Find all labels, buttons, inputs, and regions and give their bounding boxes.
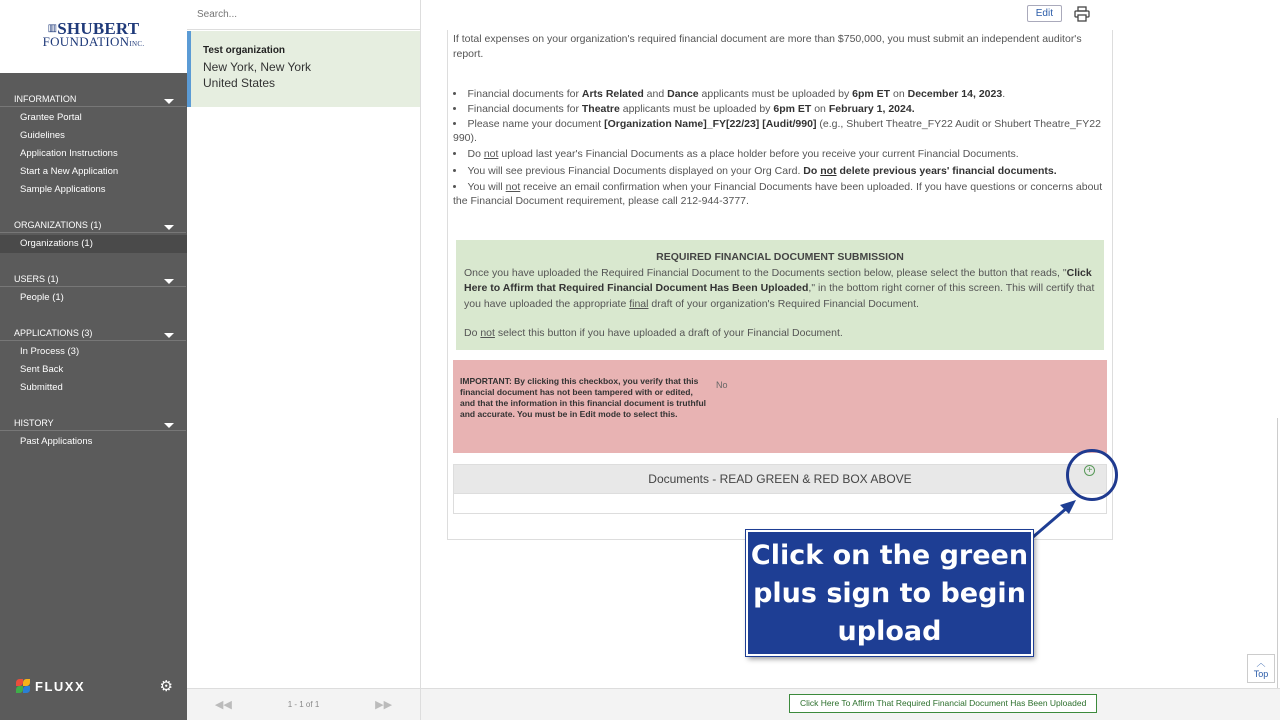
next-page-icon[interactable]: ▶▶ xyxy=(375,699,393,711)
list-item: • You will see previous Financial Documents displayed on your Org Card. Do not delete previous years' financial documents. xyxy=(453,165,1107,179)
chevron-down-icon[interactable] xyxy=(164,225,174,230)
sidebar-item[interactable]: In Process (3) xyxy=(20,346,80,357)
nav-section-title: ORGANIZATIONS (1) xyxy=(14,219,102,230)
affirmation-checkbox-field xyxy=(453,360,1107,453)
chevron-down-icon[interactable] xyxy=(164,333,174,338)
notice-heading: REQUIRED FINANCIAL DOCUMENT SUBMISSION xyxy=(656,251,904,263)
nav-section-header[interactable] xyxy=(0,217,186,233)
instructions xyxy=(448,30,1112,208)
fluxx-label: FLUXX xyxy=(35,678,86,694)
logo-inc: INC. xyxy=(129,40,145,48)
top-label: Top xyxy=(1253,669,1269,679)
chevron-up-icon: ︿ xyxy=(1256,658,1266,668)
affirm-upload-button[interactable]: Click Here To Affirm That Required Financial Document Has Been Uploaded xyxy=(789,694,1097,713)
list-item: • Please name your document [Organization Name]_FY[22/23] [Audit/990] (e.g., Shubert Theatre_FY22 Audit or Shubert Theatre_FY22 990). xyxy=(453,118,1107,145)
list-item: • Do not upload last year's Financial Documents as a place holder before you receive your current Financial Documents. xyxy=(453,148,1107,162)
sidebar-item[interactable]: Grantee Portal xyxy=(20,112,82,123)
list-item: • You will not receive an email confirmation when your Financial Documents have been uploaded. If you have questions or concerns about the Financial Document requirement, please call 212-944-3777. xyxy=(453,181,1107,208)
list-item: • Financial documents for Theatre applicants must be uploaded by 6pm ET on February 1, 2024. xyxy=(453,103,1107,117)
notice-paragraph: Do not select this button if you have uploaded a draft of your Financial Document. xyxy=(464,327,843,339)
sidebar-nav xyxy=(0,91,187,451)
scrollbar[interactable] xyxy=(1277,418,1278,688)
affirmation-value: No xyxy=(716,380,728,390)
nav-section-title: HISTORY xyxy=(14,417,54,428)
intro-text: If total expenses on your organization's required financial document are more than $750,000, you must submit an independent auditor's report. xyxy=(453,33,1082,60)
documents-header xyxy=(453,464,1107,494)
print-icon[interactable] xyxy=(1074,6,1090,22)
plus-icon[interactable]: + xyxy=(1084,465,1095,476)
list-item[interactable] xyxy=(187,31,420,107)
sidebar-item[interactable]: Guidelines xyxy=(20,130,65,141)
add-document-button[interactable] xyxy=(1066,449,1118,501)
chevron-down-icon[interactable] xyxy=(164,279,174,284)
nav-section-header[interactable] xyxy=(0,271,186,287)
logo-line2: FOUNDATION xyxy=(42,34,130,49)
scroll-top-button[interactable] xyxy=(1247,654,1275,683)
logo[interactable] xyxy=(0,0,187,73)
sidebar-item[interactable]: Sample Applications xyxy=(20,184,106,195)
sidebar-footer xyxy=(0,652,187,720)
fluxx-brand xyxy=(16,679,85,694)
nav-section-title: APPLICATIONS (3) xyxy=(14,327,93,338)
logo-line1: SHUBERT xyxy=(57,19,140,38)
pagination xyxy=(187,688,420,720)
nav-section xyxy=(0,271,187,307)
chevron-down-icon[interactable] xyxy=(164,99,174,104)
nav-section-header[interactable] xyxy=(0,325,186,341)
sidebar-item[interactable]: People (1) xyxy=(20,292,64,303)
list-column xyxy=(187,0,421,720)
sidebar-item[interactable]: Start a New Application xyxy=(20,166,119,177)
nav-section-title: INFORMATION xyxy=(14,93,77,104)
card-title: Test organization xyxy=(203,45,286,56)
page-count: 1 - 1 of 1 xyxy=(287,700,320,709)
sidebar-item[interactable]: Application Instructions xyxy=(20,148,118,159)
instruction-callout: Click on the green plus sign to begin upload xyxy=(746,530,1033,656)
documents-list xyxy=(453,494,1107,514)
sidebar xyxy=(0,0,187,720)
notice-paragraph: Once you have uploaded the Required Financial Document to the Documents section below, please select the button that reads, "Click Here to Affirm that Required Financial Document Has Been Uploaded," in the bottom right corner of this screen. This will certify that you have uploaded the appropriate final draft of your organization's Required Financial Document. xyxy=(464,266,1095,310)
prev-page-icon[interactable]: ◀◀ xyxy=(214,699,232,711)
requirements-list xyxy=(453,88,1107,208)
sidebar-item[interactable]: Organizations (1) xyxy=(0,235,187,253)
bottom-action-bar xyxy=(421,688,1280,720)
form-panel xyxy=(447,30,1113,540)
nav-section xyxy=(0,217,187,253)
affirmation-label: IMPORTANT: By clicking this checkbox, you verify that this financial document has not been tampered with or edited, and that the information in this financial document is truthful and accurate. You must be in Edit mode to select this. xyxy=(460,376,707,419)
sidebar-item[interactable]: Submitted xyxy=(20,382,63,393)
search-box xyxy=(187,0,420,30)
nav-section xyxy=(0,325,187,397)
fluxx-logo-icon xyxy=(16,679,30,693)
submission-notice xyxy=(456,240,1104,350)
callout-arrow xyxy=(1030,495,1080,540)
sidebar-item[interactable]: Past Applications xyxy=(20,436,93,447)
sidebar-item[interactable]: Sent Back xyxy=(20,364,64,375)
nav-section-header[interactable] xyxy=(0,91,186,107)
nav-section xyxy=(0,415,187,451)
gear-icon[interactable]: ⚙ xyxy=(159,678,173,695)
toolbar xyxy=(1027,5,1090,22)
documents-title: Documents - READ GREEN & RED BOX ABOVE xyxy=(648,472,912,486)
crest-icon: ▥ xyxy=(47,23,58,34)
card-location: New York, New York United States xyxy=(203,60,312,90)
chevron-down-icon[interactable] xyxy=(164,423,174,428)
list-item: • Financial documents for Arts Related and Dance applicants must be uploaded by 6pm ET on December 14, 2023. xyxy=(453,88,1107,102)
search-input[interactable] xyxy=(197,9,410,20)
nav-section-header[interactable] xyxy=(0,415,186,431)
nav-section xyxy=(0,91,187,199)
edit-button[interactable]: Edit xyxy=(1027,5,1062,22)
nav-section-title: USERS (1) xyxy=(14,273,59,284)
